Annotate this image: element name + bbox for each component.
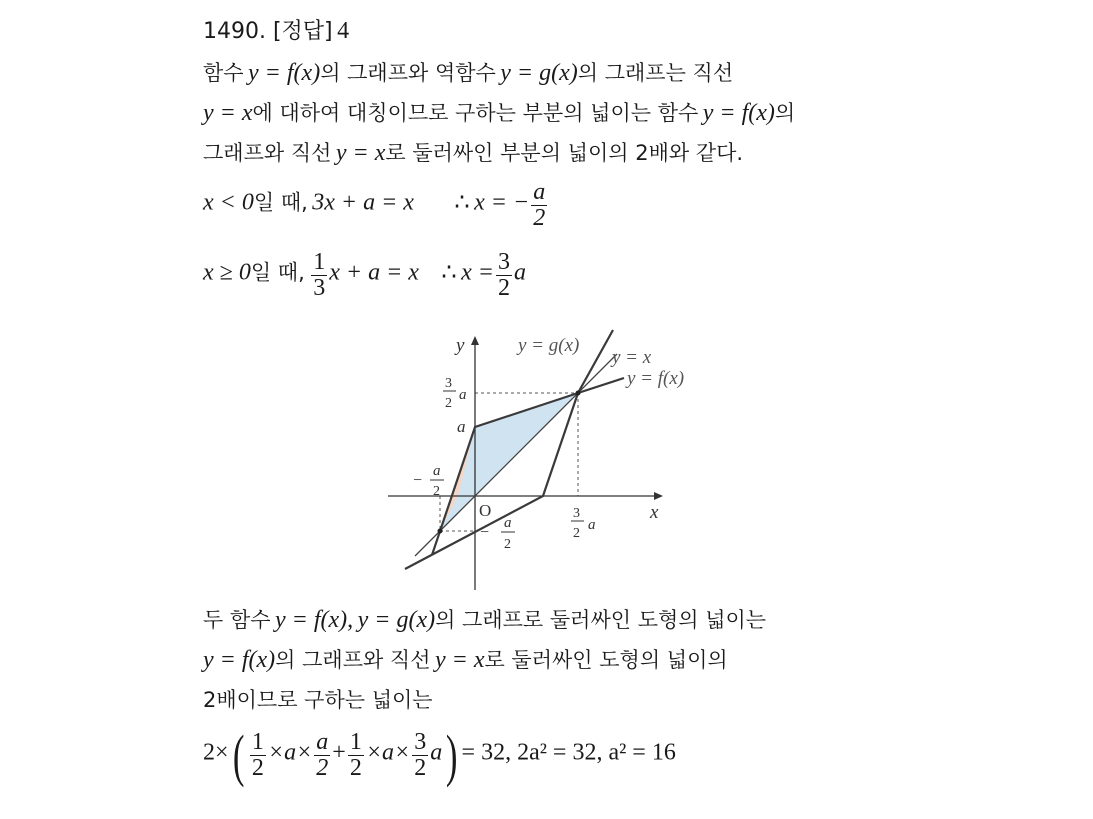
intersection-point	[438, 529, 443, 534]
text: 로 둘러싸인 부분의 넓이의 2배와 같다.	[385, 141, 744, 165]
math-expression: ×a×	[267, 739, 313, 766]
text: 의 그래프와 역함수	[320, 61, 496, 85]
numerator: 3	[497, 249, 510, 275]
y-axis-arrow	[471, 336, 479, 345]
denominator: 2	[497, 275, 510, 301]
denominator: 3	[313, 275, 326, 301]
frac-den: 2	[504, 537, 511, 552]
para2-line2	[203, 644, 728, 674]
therefore-symbol: ∴	[454, 189, 470, 216]
numerator: a	[533, 179, 546, 205]
text: 에 대하여 대칭이므로 구하는 부분의 넓이는 함수	[252, 101, 699, 125]
fraction	[531, 180, 547, 231]
text: 2배이므로 구하는 넓이는	[203, 688, 433, 712]
math-expression: x = −	[474, 189, 530, 216]
math-expression: = 32, 2a² = 32, a² = 16	[461, 739, 676, 766]
math-expression: x =	[461, 259, 494, 286]
math-expression: y = g(x)	[357, 607, 436, 633]
math-expression: 3x + a = x	[312, 189, 414, 216]
label-f: y = f(x)	[627, 368, 685, 389]
denominator: 2	[316, 755, 329, 781]
x-axis-arrow	[654, 492, 663, 500]
frac-num: 3	[573, 506, 580, 521]
math-expression: y = g(x)	[500, 60, 578, 86]
math-expression: y = x	[335, 140, 386, 166]
math-expression: +	[332, 739, 346, 766]
numerator: 1	[251, 729, 264, 755]
math-expression: x + a = x	[329, 259, 419, 286]
case-x-negative	[203, 180, 549, 231]
math-expression: 2×	[203, 739, 229, 766]
math-expression: x ≥ 0	[203, 259, 251, 286]
fraction	[314, 730, 330, 781]
frac-den: 2	[433, 484, 440, 499]
numerator: a	[316, 729, 329, 755]
text: 일 때,	[250, 260, 305, 285]
intersection-point	[576, 391, 581, 396]
graph-svg	[380, 325, 720, 590]
denominator: 2	[533, 205, 546, 231]
math-expression: y = f(x)	[203, 647, 276, 673]
text: 일 때,	[253, 190, 308, 215]
math-expression: a	[430, 739, 443, 766]
text: 의 그래프는 직선	[577, 61, 734, 85]
fraction	[496, 250, 512, 301]
label-g: y = g(x)	[518, 335, 580, 356]
para2-line1	[203, 604, 766, 634]
numerator: 3	[414, 729, 427, 755]
para1-line1	[203, 57, 733, 87]
numerator: 1	[313, 249, 326, 275]
frac-den: 2	[445, 396, 452, 411]
text: 로 둘러싸인 도형의 넓이의	[484, 648, 728, 672]
origin-label: O	[479, 501, 492, 520]
frac-a: a	[459, 387, 467, 403]
numerator: 1	[349, 729, 362, 755]
text: 두 함수	[203, 608, 271, 632]
final-equation	[203, 722, 676, 789]
text: 함수	[203, 61, 244, 85]
text: 그래프와 직선	[203, 141, 332, 165]
fraction	[348, 730, 364, 781]
y-axis-label: y	[456, 335, 465, 356]
graph-figure	[380, 325, 720, 590]
text: 의 그래프로 둘러싸인 도형의 넓이는	[435, 608, 767, 632]
denominator: 2	[251, 755, 264, 781]
math-expression: a	[513, 259, 526, 286]
denominator: 2	[414, 755, 427, 781]
math-expression: ×a×	[365, 739, 411, 766]
case-x-nonnegative	[203, 250, 526, 301]
left-paren: (	[232, 723, 245, 788]
frac-a: a	[588, 517, 596, 533]
problem-header	[203, 14, 349, 45]
therefore-symbol: ∴	[441, 259, 457, 286]
frac-num: a	[504, 515, 512, 531]
label-a: a	[457, 417, 466, 436]
text: 의 그래프와 직선	[275, 648, 431, 672]
denominator: 2	[349, 755, 362, 781]
neg-sign: −	[480, 524, 490, 541]
math-expression: y = x	[203, 100, 253, 126]
fraction	[311, 250, 327, 301]
fraction	[412, 730, 428, 781]
math-expression: y = f(x)	[702, 100, 775, 126]
frac-num: a	[433, 463, 441, 479]
label-y-equals-x: y = x	[612, 347, 652, 368]
answer-value: 4	[337, 18, 350, 44]
math-expression: y = x	[434, 647, 485, 673]
math-expression: y = f(x),	[275, 607, 354, 633]
math-expression: x < 0	[203, 189, 254, 216]
para1-line3	[203, 137, 743, 167]
fraction	[250, 730, 266, 781]
neg-sign: −	[413, 472, 423, 489]
para1-line2	[203, 97, 795, 127]
frac-den: 2	[573, 526, 580, 541]
para2-line3	[203, 684, 433, 714]
right-paren: )	[446, 723, 458, 788]
x-axis-label: x	[650, 502, 659, 523]
text: 의	[774, 101, 796, 125]
math-expression: y = f(x)	[248, 60, 321, 86]
problem-number: 1490. [정답]	[203, 19, 333, 44]
frac-num: 3	[445, 376, 452, 391]
